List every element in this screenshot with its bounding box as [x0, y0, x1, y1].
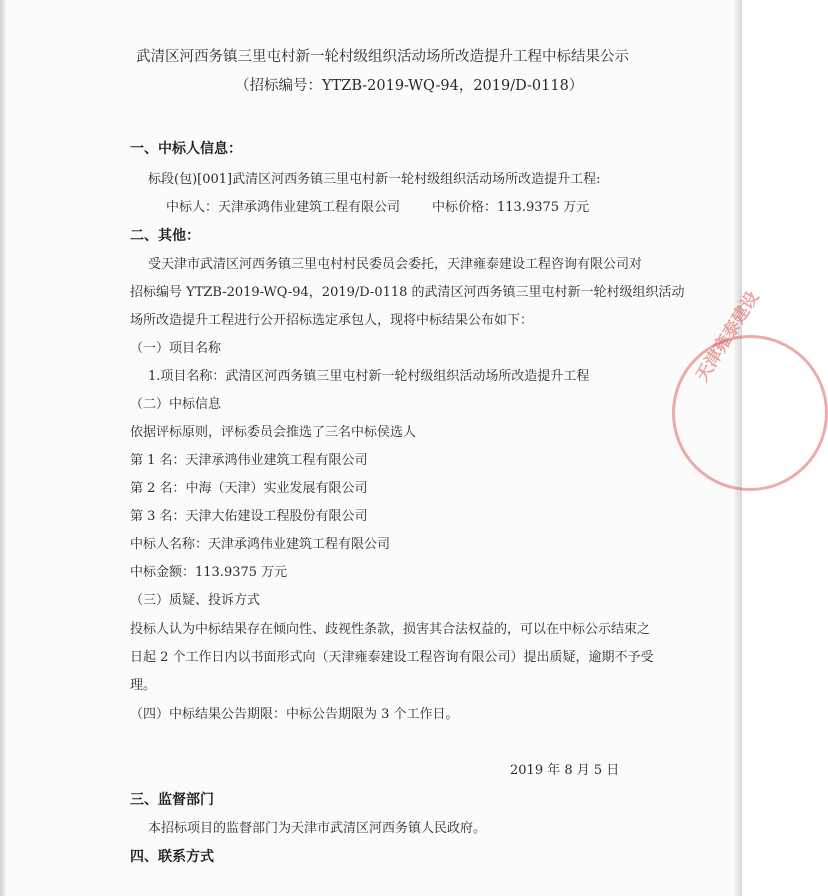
rank-2: 第 2 名：中海（天津）实业发展有限公司 [130, 481, 368, 496]
company-seal-text: 天津雍泰建设 [692, 288, 764, 386]
subsection-complaints: （三）质疑、投诉方式 [130, 593, 261, 608]
intro-line-1: 受天津市武清区河西务镇三里屯村村民委员会委托，天津雍泰建设工程咨询有限公司对 [148, 257, 643, 272]
doc-title: 武清区河西务镇三里屯村新一轮村级组织活动场所改造提升工程中标结果公示 [136, 49, 629, 65]
supervision-line: 本招标项目的监督部门为天津市武清区河西务镇人民政府。 [148, 821, 487, 836]
subsection-project-name: （一）项目名称 [130, 341, 222, 356]
price-line: 中标价格：113.9375 万元 [432, 200, 590, 215]
lot-line: 标段(包)[001]武清区河西务镇三里屯村新一轮村级组织活动场所改造提升工程: [148, 172, 601, 187]
doc-subtitle: （招标编号：YTZB-2019-WQ-94，2019/D-0118） [235, 78, 584, 94]
complaint-line-2: 日起 2 个工作日内以书面形式向（天津雍泰建设工程咨询有限公司）提出质疑，逾期不予受 [130, 650, 654, 665]
winner-name-line: 中标人名称：天津承鸿伟业建筑工程有限公司 [130, 537, 391, 552]
complaint-line-3: 理。 [130, 678, 157, 693]
subsection-bid-info: （二）中标信息 [130, 397, 222, 412]
scan-edge-left [0, 0, 6, 896]
bid-amount-line: 中标金额：113.9375 万元 [130, 565, 288, 580]
section3-heading: 三、监督部门 [130, 792, 214, 808]
intro-line-2: 招标编号 YTZB-2019-WQ-94，2019/D-0118 的武清区河西务镇三里屯村新一轮村级组织活动 [130, 285, 685, 300]
section2-heading: 二、其他： [130, 228, 200, 244]
winner-line: 中标人：天津承鸿伟业建筑工程有限公司 [166, 200, 401, 215]
notice-date: 2019 年 8 月 5 日 [510, 763, 620, 778]
section1-heading: 一、中标人信息： [130, 141, 242, 157]
notice-period-line: （四）中标结果公告期限：中标公告期限为 3 个工作日。 [130, 707, 459, 722]
evaluation-basis: 依据评标原则，评标委员会推选了三名中标侯选人 [130, 425, 417, 440]
project-name-line: 1.项目名称：武清区河西务镇三里屯村新一轮村级组织活动场所改造提升工程 [148, 369, 590, 384]
rank-1: 第 1 名：天津承鸿伟业建筑工程有限公司 [130, 453, 368, 468]
intro-line-3: 场所改造提升工程进行公开招标选定承包人，现将中标结果公布如下： [130, 313, 534, 328]
section4-heading: 四、联系方式 [130, 849, 214, 865]
rank-3: 第 3 名：天津大佑建设工程股份有限公司 [130, 509, 368, 524]
complaint-line-1: 投标人认为中标结果存在倾向性、歧视性条款，损害其合法权益的，可以在中标公示结束之 [130, 622, 651, 637]
